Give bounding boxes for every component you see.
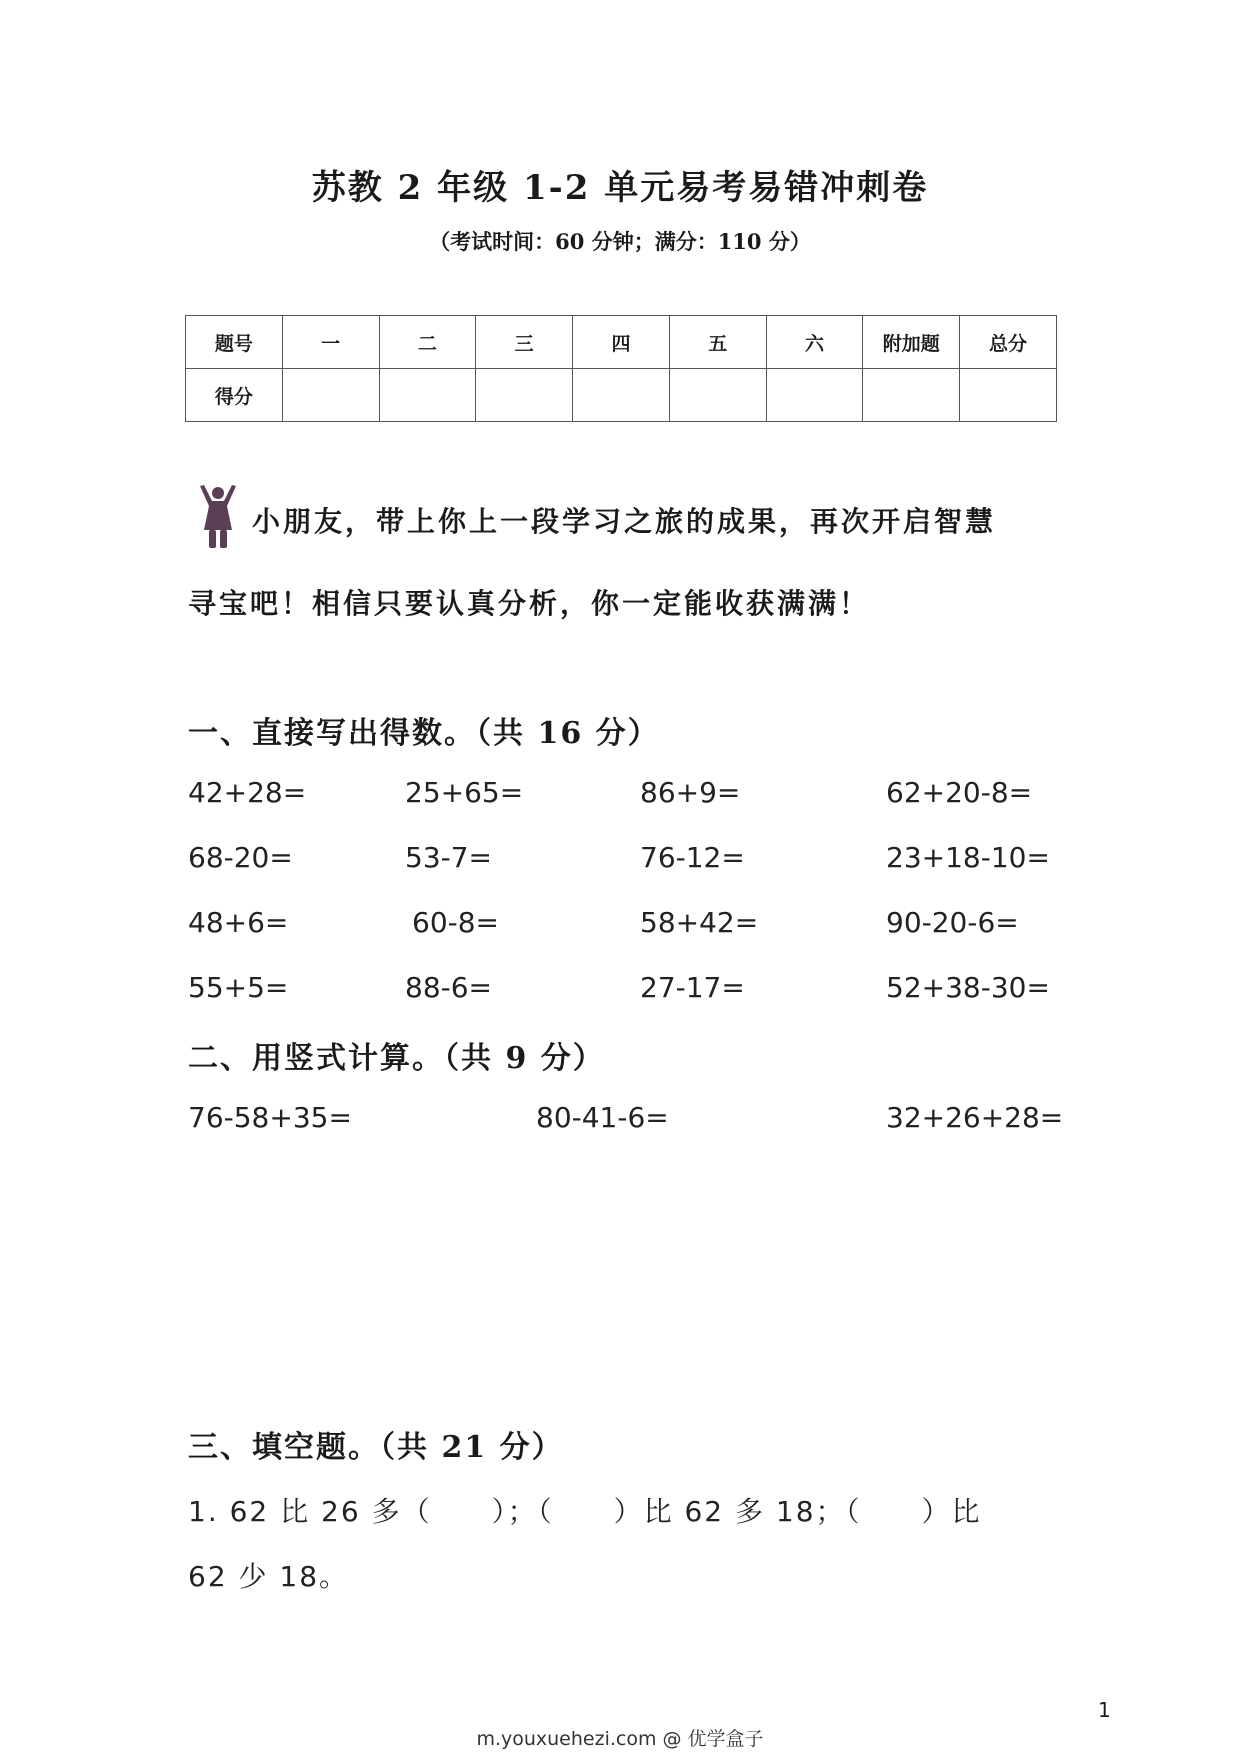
equation: 68-20=	[188, 841, 293, 874]
equation: 60-8=	[412, 906, 500, 939]
score-table-col: 一	[282, 316, 379, 369]
equation: 27-17=	[640, 971, 745, 1004]
section-3-heading: 三、填空题。（共 21 分）	[188, 1430, 564, 1465]
vertical-calc-item: 80-41-6=	[536, 1101, 669, 1134]
score-table-row-label: 题号	[186, 316, 283, 369]
equation: 25+65=	[405, 776, 524, 809]
equation: 53-7=	[405, 841, 493, 874]
equation: 76-12=	[640, 841, 745, 874]
score-table-col: 三	[476, 316, 573, 369]
equation: 90-20-6=	[886, 906, 1019, 939]
equation: 88-6=	[405, 971, 493, 1004]
score-table-score-row	[186, 369, 1057, 422]
equation: 55+5=	[188, 971, 289, 1004]
section-2-heading: 二、用竖式计算。（共 9 分）	[188, 1041, 605, 1076]
girl-cheering-icon	[196, 484, 240, 550]
equation: 86+9=	[640, 776, 741, 809]
intro-line-2: 寻宝吧！相信只要认真分析，你一定能收获满满！	[188, 587, 871, 620]
equation: 62+20-8=	[886, 776, 1033, 809]
score-table-col: 四	[573, 316, 670, 369]
score-cell[interactable]	[863, 369, 960, 422]
equation: 52+38-30=	[886, 971, 1050, 1004]
score-cell[interactable]	[960, 369, 1057, 422]
score-cell[interactable]	[573, 369, 670, 422]
score-cell[interactable]	[282, 369, 379, 422]
equation: 23+18-10=	[886, 841, 1050, 874]
fill-blank-question-1-cont: 62 少 18。	[188, 1560, 350, 1593]
score-cell[interactable]	[669, 369, 766, 422]
score-table-header-row	[186, 316, 1057, 369]
vertical-calc-item: 32+26+28=	[886, 1101, 1064, 1134]
score-table-row-label: 得分	[186, 369, 283, 422]
footer-source: m.youxuehezi.com @ 优学盒子	[476, 1728, 764, 1750]
exam-info: （考试时间：60 分钟；满分：110 分）	[429, 229, 811, 254]
section-1-heading: 一、直接写出得数。（共 16 分）	[188, 716, 660, 751]
score-cell[interactable]	[379, 369, 476, 422]
equation: 42+28=	[188, 776, 307, 809]
score-table-col: 二	[379, 316, 476, 369]
intro-line-1: 小朋友，带上你上一段学习之旅的成果，再次开启智慧	[252, 505, 997, 538]
score-table-col: 附加题	[863, 316, 960, 369]
equation: 58+42=	[640, 906, 759, 939]
page-title: 苏教 2 年级 1-2 单元易考易错冲刺卷	[311, 168, 929, 208]
vertical-calc-item: 76-58+35=	[188, 1101, 352, 1134]
score-cell[interactable]	[766, 369, 863, 422]
score-table-col: 总分	[960, 316, 1057, 369]
fill-blank-question-1: 1. 62 比 26 多（ ）；（ ）比 62 多 18；（ ）比	[188, 1495, 982, 1528]
score-table-col: 六	[766, 316, 863, 369]
score-cell[interactable]	[476, 369, 573, 422]
page-number: 1	[1098, 1698, 1111, 1722]
score-table-col: 五	[669, 316, 766, 369]
equation: 48+6=	[188, 906, 289, 939]
score-table	[185, 315, 1057, 422]
